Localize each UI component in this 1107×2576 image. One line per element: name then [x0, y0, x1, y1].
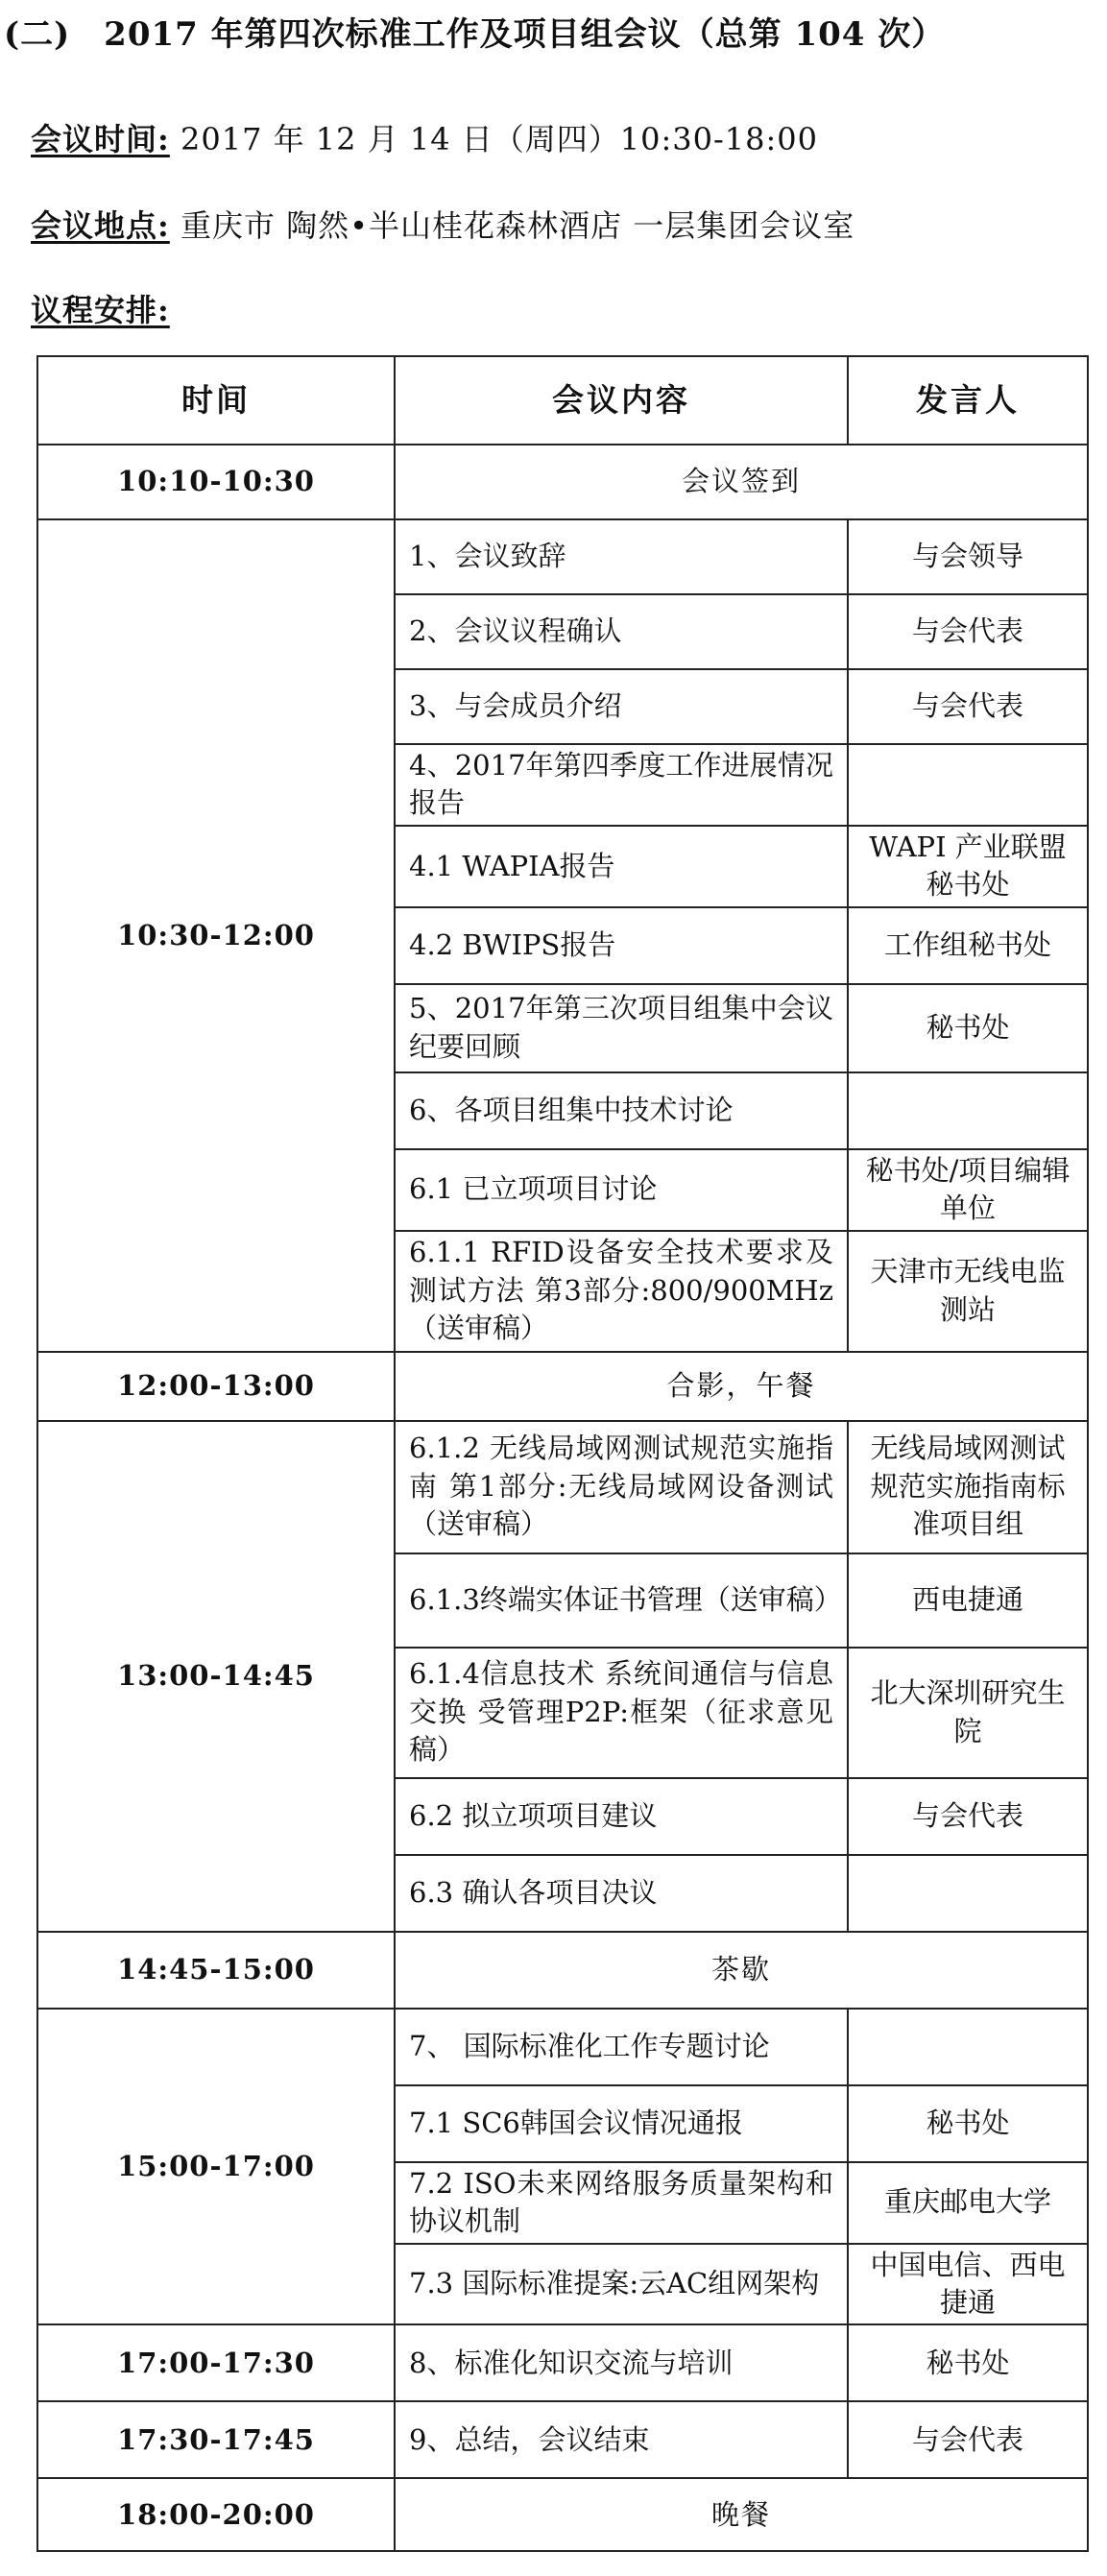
agenda-item-speaker — [848, 1072, 1088, 1149]
agenda-item-speaker: 秘书处 — [848, 984, 1088, 1072]
meeting-place-value: 重庆市 陶然•半山桂花森林酒店 一层集团会议室 — [169, 207, 855, 244]
agenda-item-speaker — [848, 744, 1088, 826]
time-cell: 14:45-15:00 — [37, 1932, 395, 2009]
meeting-time-line — [31, 115, 818, 159]
agenda-item-content: 7.3 国际标准提案:云AC组网架构 — [395, 2244, 848, 2325]
table-row — [37, 1932, 1088, 2009]
meeting-time-value: 2017 年 12 月 14 日（周四）10:30-18:00 — [169, 121, 818, 157]
agenda-item-speaker: 重庆邮电大学 — [848, 2162, 1088, 2244]
time-cell: 10:10-10:30 — [37, 445, 395, 519]
agenda-item-speaker — [848, 1855, 1088, 1932]
table-row — [37, 2401, 1088, 2478]
agenda-item-speaker: 西电捷通 — [848, 1553, 1088, 1648]
agenda-item-content: 6.1 已立项项目讨论 — [395, 1149, 848, 1231]
table-row — [37, 2324, 1088, 2401]
session-cell: 合影，午餐 — [395, 1352, 1088, 1421]
agenda-heading: 议程安排: — [31, 292, 170, 328]
agenda-item-speaker: 秘书处 — [848, 2085, 1088, 2162]
agenda-item-content: 4.2 BWIPS报告 — [395, 907, 848, 984]
time-cell: 13:00-14:45 — [37, 1421, 395, 1932]
agenda-item-speaker: 与会领导 — [848, 519, 1088, 594]
agenda-item-speaker: 北大深圳研究生院 — [848, 1648, 1088, 1778]
time-cell: 17:00-17:30 — [37, 2324, 395, 2401]
agenda-item-content: 7.2 ISO未来网络服务质量架构和协议机制 — [395, 2162, 848, 2244]
agenda-heading-line — [31, 286, 170, 330]
agenda-item-speaker: 中国电信、西电捷通 — [848, 2244, 1088, 2325]
agenda-item-speaker: 无线局域网测试规范实施指南标准项目组 — [848, 1421, 1088, 1553]
agenda-item-content: 6.1.2 无线局域网测试规范实施指南 第1部分:无线局域网设备测试（送审稿） — [395, 1421, 848, 1553]
meeting-place-label: 会议地点: — [31, 207, 170, 244]
time-cell: 15:00-17:00 — [37, 2009, 395, 2325]
session-cell: 晚餐 — [395, 2478, 1088, 2551]
table-row — [37, 445, 1088, 519]
agenda-item-content: 6.1.1 RFID设备安全技术要求及测试方法 第3部分:800/900MHz（送审稿） — [395, 1231, 848, 1352]
header-time: 时间 — [37, 356, 395, 445]
agenda-item-content: 7.1 SC6韩国会议情况通报 — [395, 2085, 848, 2162]
time-cell: 17:30-17:45 — [37, 2401, 395, 2478]
table-row — [37, 1352, 1088, 1421]
agenda-item-speaker: 与会代表 — [848, 594, 1088, 669]
header-content: 会议内容 — [395, 356, 848, 445]
agenda-item-content: 3、与会成员介绍 — [395, 669, 848, 744]
table-row — [37, 1421, 1088, 1553]
agenda-item-speaker: 天津市无线电监测站 — [848, 1231, 1088, 1352]
time-cell: 18:00-20:00 — [37, 2478, 395, 2551]
agenda-item-speaker — [848, 2009, 1088, 2085]
agenda-item-speaker: 秘书处/项目编辑单位 — [848, 1149, 1088, 1231]
document-title: (二) 2017 年第四次标准工作及项目组会议（总第 104 次） — [4, 15, 946, 54]
session-cell: 会议签到 — [395, 445, 1088, 519]
agenda-item-content: 6、各项目组集中技术讨论 — [395, 1072, 848, 1149]
agenda-item-content: 4.1 WAPIA报告 — [395, 826, 848, 907]
time-cell: 10:30-12:00 — [37, 519, 395, 1352]
agenda-body — [37, 445, 1088, 2551]
time-cell: 12:00-13:00 — [37, 1352, 395, 1421]
agenda-item-content: 5、2017年第三次项目组集中会议纪要回顾 — [395, 984, 848, 1072]
table-row — [37, 2009, 1088, 2085]
agenda-item-content: 6.1.4信息技术 系统间通信与信息交换 受管理P2P:框架（征求意见稿） — [395, 1648, 848, 1778]
agenda-item-content: 6.1.3终端实体证书管理（送审稿） — [395, 1553, 848, 1648]
table-row — [37, 2478, 1088, 2551]
agenda-item-content: 9、总结，会议结束 — [395, 2401, 848, 2478]
table-row — [37, 519, 1088, 594]
table-header-row — [37, 356, 1088, 445]
header-speaker: 发言人 — [848, 356, 1088, 445]
agenda-item-content: 8、标准化知识交流与培训 — [395, 2324, 848, 2401]
agenda-item-content: 2、会议议程确认 — [395, 594, 848, 669]
meeting-time-label: 会议时间: — [31, 121, 170, 157]
agenda-item-content: 1、会议致辞 — [395, 519, 848, 594]
agenda-item-content: 7、 国际标准化工作专题讨论 — [395, 2009, 848, 2085]
session-cell: 茶歇 — [395, 1932, 1088, 2009]
agenda-table — [36, 355, 1089, 2552]
agenda-item-speaker: 工作组秘书处 — [848, 907, 1088, 984]
agenda-item-content: 6.3 确认各项目决议 — [395, 1855, 848, 1932]
agenda-item-speaker: 与会代表 — [848, 669, 1088, 744]
meeting-place-line — [31, 202, 854, 246]
agenda-item-speaker: 与会代表 — [848, 1778, 1088, 1855]
agenda-item-speaker: 与会代表 — [848, 2401, 1088, 2478]
agenda-item-speaker: WAPI 产业联盟秘书处 — [848, 826, 1088, 907]
agenda-item-content: 6.2 拟立项项目建议 — [395, 1778, 848, 1855]
agenda-item-content: 4、2017年第四季度工作进展情况报告 — [395, 744, 848, 826]
agenda-item-speaker: 秘书处 — [848, 2324, 1088, 2401]
